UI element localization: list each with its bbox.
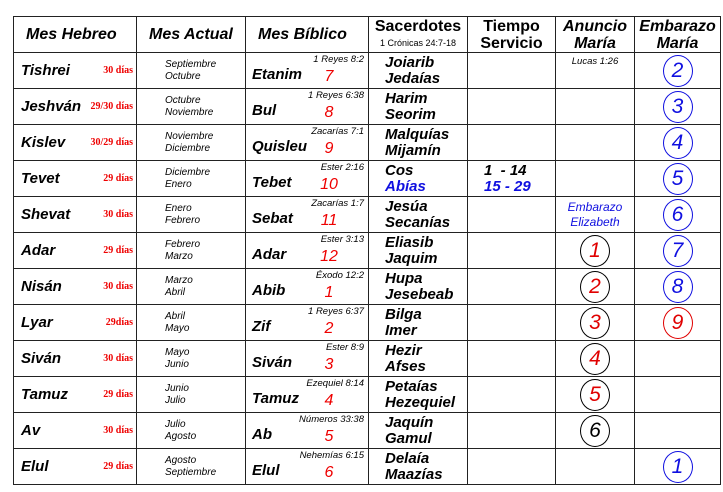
cell-anuncio [556, 377, 635, 413]
cell-tiempo [468, 89, 556, 125]
tiempo-2: 15 - 29 [484, 178, 531, 195]
cell-mes-actual [137, 305, 246, 341]
cell-mes-hebreo [14, 449, 137, 485]
cell-mes-hebreo [14, 53, 137, 89]
anuncio-circle: 2 [580, 271, 610, 303]
mes-biblico: Etanim [252, 66, 303, 83]
sacerdote-2: Hezequiel [385, 394, 456, 411]
mes-actual-2: Marzo [165, 251, 193, 262]
header-embarazo-2: María [656, 34, 699, 52]
cell-mes-hebreo [14, 377, 137, 413]
header-anuncio [556, 17, 635, 53]
cell-embarazo [635, 233, 721, 269]
embarazo-circle: 1 [663, 451, 693, 483]
mes-actual-1: Junio [165, 383, 189, 394]
cell-tiempo [468, 197, 556, 233]
cell-anuncio [556, 89, 635, 125]
header-tiempo-2: Servicio [480, 34, 543, 52]
mes-biblico: Adar [252, 246, 287, 263]
month-number: 2 [324, 320, 334, 337]
sacerdote-1: Eliasib [385, 234, 434, 251]
month-number: 12 [320, 248, 338, 265]
anuncio-circle: 6 [580, 415, 610, 447]
tiempo-1: 1 - 14 [484, 162, 527, 179]
anuncio-circle: 5 [580, 379, 610, 411]
table-row [14, 125, 721, 161]
cell-tiempo [468, 449, 556, 485]
header-row [14, 17, 721, 53]
mes-actual-2: Mayo [165, 323, 190, 334]
mes-actual-2: Enero [165, 179, 192, 190]
mes-actual-1: Diciembre [165, 167, 211, 178]
bible-ref: 1 Reyes 6:37 [308, 306, 364, 317]
cell-mes-biblico [246, 53, 369, 89]
header-sacerdotes-ref: 1 Crónicas 24:7-18 [379, 37, 457, 48]
cell-mes-hebreo [14, 269, 137, 305]
header-sacerdotes-title: Sacerdotes [374, 17, 462, 35]
mes-hebreo: Av [21, 422, 41, 439]
cell-anuncio [556, 269, 635, 305]
cell-mes-actual [137, 449, 246, 485]
sacerdote-1: Petaías [385, 378, 438, 395]
cell-embarazo [635, 197, 721, 233]
bible-ref: Ester 2:16 [320, 162, 364, 173]
mes-actual-2: Octubre [165, 71, 201, 82]
mes-biblico: Quisleu [252, 138, 308, 155]
sacerdote-1: Bilga [385, 306, 422, 323]
cell-mes-hebreo [14, 89, 137, 125]
mes-actual-1: Enero [165, 203, 192, 214]
dias: 30 días [103, 353, 133, 364]
dias: 29 días [103, 245, 133, 256]
month-number: 4 [324, 392, 334, 409]
cell-embarazo [635, 413, 721, 449]
dias: 29 días [103, 461, 133, 472]
cell-anuncio [556, 449, 635, 485]
sacerdote-1: Hezir [385, 342, 422, 359]
mes-actual-2: Agosto [165, 431, 197, 442]
sacerdote-2: Afses [385, 358, 426, 375]
table-row [14, 89, 721, 125]
cell-mes-biblico [246, 89, 369, 125]
cell-tiempo [468, 305, 556, 341]
month-number: 7 [324, 68, 334, 85]
cell-mes-biblico [246, 269, 369, 305]
mes-hebreo: Tamuz [21, 386, 68, 403]
mes-actual-2: Septiembre [165, 467, 217, 478]
header-embarazo [635, 17, 721, 53]
embarazo-circle: 8 [663, 271, 693, 303]
cell-mes-hebreo [14, 305, 137, 341]
sacerdote-2: Gamul [385, 430, 432, 447]
cell-tiempo [468, 413, 556, 449]
mes-hebreo: Adar [21, 242, 56, 259]
dias: 29/30 días [90, 101, 133, 112]
table-row [14, 341, 721, 377]
cell-embarazo [635, 449, 721, 485]
mes-actual-2: Abril [165, 287, 186, 298]
mes-actual-2: Diciembre [165, 143, 211, 154]
cell-anuncio [556, 233, 635, 269]
anuncio-emb-2: Elizabeth [570, 215, 620, 229]
mes-hebreo: Tishrei [21, 62, 70, 79]
cell-embarazo [635, 341, 721, 377]
table-row [14, 305, 721, 341]
cell-mes-biblico [246, 125, 369, 161]
mes-biblico: Sebat [252, 210, 293, 227]
cell-anuncio [556, 413, 635, 449]
sacerdote-1: Jesúa [385, 198, 428, 215]
mes-hebreo: Lyar [21, 314, 53, 331]
cell-sacerdotes [369, 197, 468, 233]
cell-anuncio [556, 197, 635, 233]
month-number: 11 [320, 212, 338, 229]
month-number: 9 [324, 140, 334, 157]
cell-tiempo [468, 269, 556, 305]
mes-hebreo: Jeshván [21, 98, 82, 115]
cell-sacerdotes [369, 161, 468, 197]
cell-tiempo [468, 341, 556, 377]
cell-mes-biblico [246, 233, 369, 269]
cell-sacerdotes [369, 53, 468, 89]
cell-mes-actual [137, 269, 246, 305]
mes-hebreo: Nisán [21, 278, 62, 295]
dias: 30 días [103, 281, 133, 292]
sacerdote-2: Jaquim [385, 250, 438, 267]
month-number: 8 [324, 104, 334, 121]
table-row [14, 269, 721, 305]
mes-biblico: Siván [252, 354, 293, 371]
cell-mes-hebreo [14, 161, 137, 197]
mes-actual-1: Agosto [165, 455, 197, 466]
cell-sacerdotes [369, 449, 468, 485]
header-anuncio-2: María [574, 34, 616, 52]
header-sacerdotes [369, 17, 468, 53]
embarazo-circle: 3 [663, 91, 693, 123]
cell-anuncio [556, 305, 635, 341]
cell-mes-actual [137, 413, 246, 449]
sacerdote-2: Abías [385, 178, 426, 195]
sacerdote-2: Jesebeab [385, 286, 454, 303]
cell-mes-actual [137, 53, 246, 89]
anuncio-ref: Lucas 1:26 [571, 56, 619, 67]
mes-hebreo: Tevet [21, 170, 60, 187]
mes-actual-1: Julio [165, 419, 186, 430]
mes-hebreo: Kislev [21, 134, 66, 151]
dias: 30 días [103, 209, 133, 220]
mes-actual-2: Febrero [165, 215, 201, 226]
embarazo-circle: 5 [663, 163, 693, 195]
anuncio-circle: 3 [580, 307, 610, 339]
cell-tiempo [468, 53, 556, 89]
header-embarazo-1: Embarazo [639, 17, 716, 35]
bible-ref: Ezequiel 8:14 [306, 378, 364, 389]
cell-tiempo [468, 161, 556, 197]
bible-ref: 1 Reyes 8:2 [313, 54, 364, 65]
header-mes-biblico: Mes Bíblico [246, 17, 369, 53]
table-row [14, 413, 721, 449]
bible-ref: Éxodo 12:2 [315, 270, 364, 281]
mes-hebreo: Elul [21, 458, 49, 475]
mes-biblico: Bul [252, 102, 277, 119]
cell-sacerdotes [369, 377, 468, 413]
mes-biblico: Abib [252, 282, 286, 299]
table-row [14, 449, 721, 485]
sacerdote-1: Joiarib [385, 54, 435, 71]
sacerdote-1: Hupa [385, 270, 423, 287]
cell-anuncio [556, 53, 635, 89]
cell-embarazo [635, 269, 721, 305]
sacerdote-1: Delaía [385, 450, 430, 467]
sacerdote-1: Malquías [385, 126, 450, 143]
cell-mes-actual [137, 197, 246, 233]
month-number: 5 [324, 428, 334, 445]
cell-mes-biblico [246, 413, 369, 449]
cell-embarazo [635, 125, 721, 161]
dias: 30/29 días [90, 137, 133, 148]
sacerdote-2: Imer [385, 322, 417, 339]
cell-anuncio [556, 341, 635, 377]
dias: 30 días [103, 65, 133, 76]
cell-mes-actual [137, 341, 246, 377]
cell-sacerdotes [369, 269, 468, 305]
cell-tiempo [468, 125, 556, 161]
cell-anuncio [556, 125, 635, 161]
cell-embarazo [635, 377, 721, 413]
table-row [14, 53, 721, 89]
header-tiempo-1: Tiempo [483, 17, 540, 35]
mes-actual-2: Julio [165, 395, 186, 406]
dias: 29 días [103, 389, 133, 400]
cell-sacerdotes [369, 341, 468, 377]
mes-actual-2: Junio [165, 359, 189, 370]
mes-hebreo: Shevat [21, 206, 71, 223]
bible-ref: Nehemías 6:15 [299, 450, 364, 461]
cell-anuncio [556, 161, 635, 197]
embarazo-circle: 2 [663, 55, 693, 87]
embarazo-circle: 6 [663, 199, 693, 231]
cell-sacerdotes [369, 89, 468, 125]
table-row [14, 377, 721, 413]
cell-mes-hebreo [14, 233, 137, 269]
bible-ref: Ester 8:9 [325, 342, 364, 353]
cell-mes-actual [137, 125, 246, 161]
sacerdote-1: Jaquín [385, 414, 434, 431]
mes-actual-1: Octubre [165, 95, 201, 106]
cell-mes-biblico [246, 449, 369, 485]
sacerdote-2: Secanías [385, 214, 451, 231]
mes-biblico: Ab [252, 426, 272, 443]
header-anuncio-1: Anuncio [563, 17, 627, 35]
header-mes-hebreo: Mes Hebreo [14, 17, 137, 53]
cell-tiempo [468, 233, 556, 269]
anuncio-emb-1: Embarazo [567, 200, 623, 214]
sacerdote-2: Mijamín [385, 142, 441, 159]
mes-actual-1: Marzo [165, 275, 193, 286]
cell-sacerdotes [369, 233, 468, 269]
cell-mes-biblico [246, 305, 369, 341]
sacerdote-2: Maazías [385, 466, 443, 483]
dias: 29días [105, 317, 133, 328]
cell-mes-hebreo [14, 413, 137, 449]
cell-embarazo [635, 53, 721, 89]
mes-biblico: Elul [252, 462, 280, 479]
cell-mes-actual [137, 89, 246, 125]
header-mes-actual: Mes Actual [137, 17, 246, 53]
mes-actual-1: Febrero [165, 239, 201, 250]
month-number: 10 [320, 176, 338, 193]
mes-actual-1: Septiembre [165, 59, 217, 70]
anuncio-circle: 1 [580, 235, 610, 267]
sacerdote-1: Cos [385, 162, 414, 179]
cell-mes-actual [137, 377, 246, 413]
sacerdote-2: Seorim [385, 106, 436, 123]
cell-mes-biblico [246, 197, 369, 233]
bible-ref: Números 33:38 [299, 414, 364, 425]
bible-ref: Zacarías 1:7 [311, 198, 364, 209]
cell-mes-actual [137, 161, 246, 197]
table-row [14, 233, 721, 269]
cell-sacerdotes [369, 125, 468, 161]
mes-biblico: Tamuz [252, 390, 299, 407]
cell-embarazo [635, 89, 721, 125]
cell-sacerdotes [369, 413, 468, 449]
cell-tiempo [468, 377, 556, 413]
month-number: 6 [324, 464, 334, 481]
table-row [14, 161, 721, 197]
embarazo-circle: 7 [663, 235, 693, 267]
mes-hebreo: Siván [21, 350, 62, 367]
cell-embarazo [635, 305, 721, 341]
bible-ref: Zacarías 7:1 [311, 126, 364, 137]
sacerdote-2: Jedaías [385, 70, 441, 87]
sacerdote-1: Harim [385, 90, 428, 107]
month-number: 1 [324, 284, 334, 301]
table-row [14, 197, 721, 233]
cell-mes-hebreo [14, 341, 137, 377]
dias: 30 días [103, 425, 133, 436]
mes-actual-1: Abril [165, 311, 186, 322]
cell-mes-biblico [246, 341, 369, 377]
cell-sacerdotes [369, 305, 468, 341]
anuncio-circle: 4 [580, 343, 610, 375]
bible-ref: Ester 3:13 [320, 234, 364, 245]
mes-actual-1: Noviembre [165, 131, 214, 142]
cell-embarazo [635, 161, 721, 197]
mes-biblico: Tebet [252, 174, 292, 191]
embarazo-circle: 4 [663, 127, 693, 159]
mes-biblico: Zif [252, 318, 271, 335]
hebrew-calendar-table [13, 16, 721, 485]
embarazo-circle: 9 [663, 307, 693, 339]
cell-mes-hebreo [14, 197, 137, 233]
month-number: 3 [324, 356, 334, 373]
mes-actual-1: Mayo [165, 347, 190, 358]
dias: 29 días [103, 173, 133, 184]
cell-mes-actual [137, 233, 246, 269]
header-tiempo [468, 17, 556, 53]
bible-ref: 1 Reyes 6:38 [308, 90, 364, 101]
cell-mes-biblico [246, 377, 369, 413]
cell-mes-biblico [246, 161, 369, 197]
cell-mes-hebreo [14, 125, 137, 161]
mes-actual-2: Noviembre [165, 107, 214, 118]
